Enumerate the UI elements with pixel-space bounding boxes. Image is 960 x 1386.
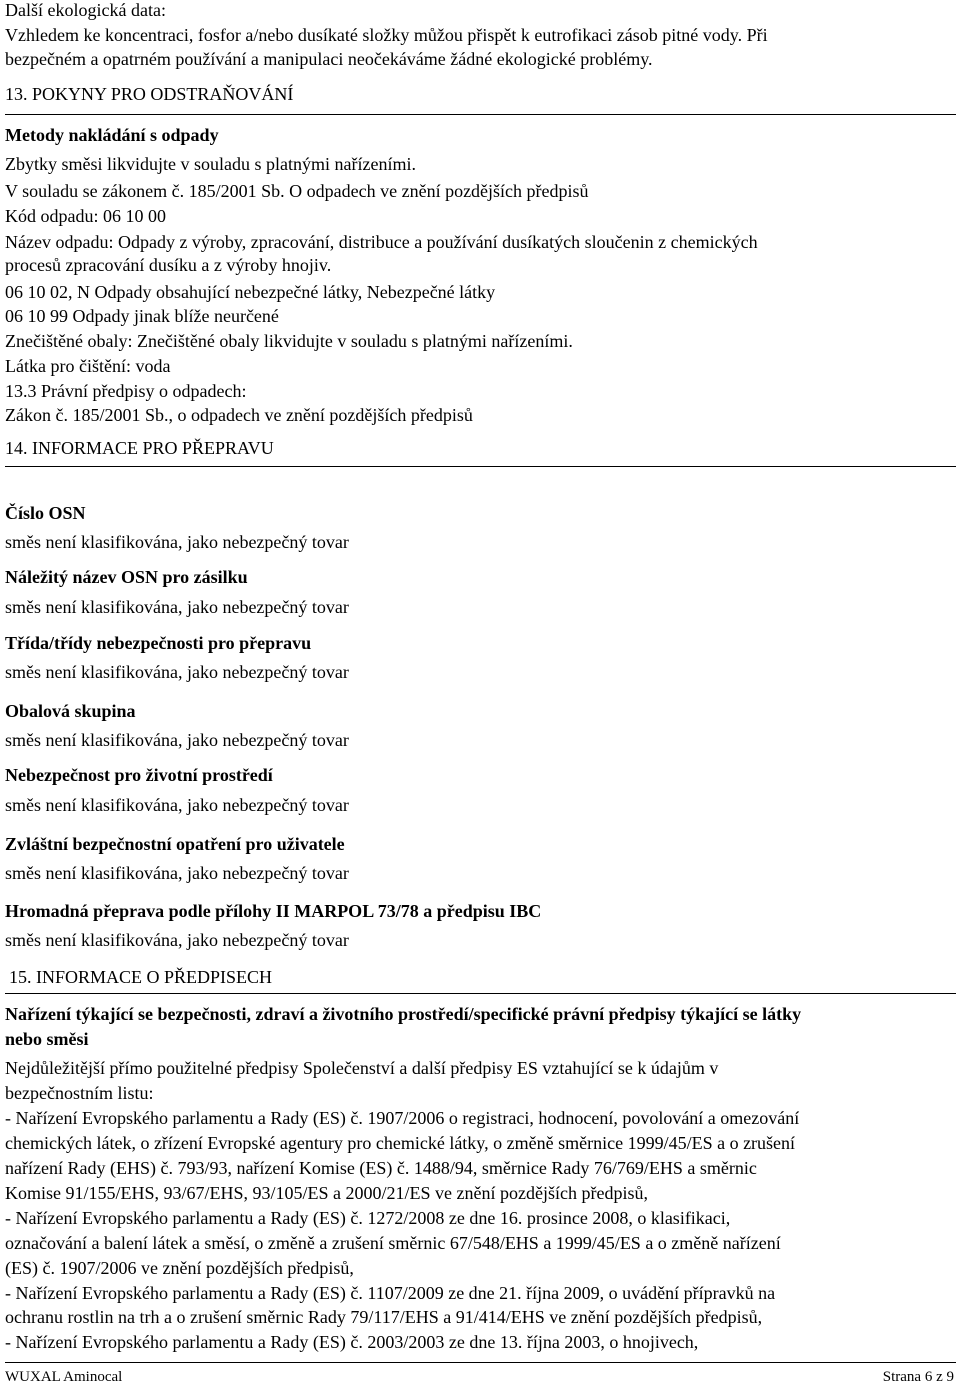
text-line: chemických látek, o zřízení Evropské agentury pro chemické látky, o změně směrnice 1999/45/ES a o zrušení xyxy=(5,1133,796,1153)
text-line: bezpečnostním listu: xyxy=(5,1083,154,1103)
section-rule xyxy=(5,993,956,994)
transport-value: směs není klasifikována, jako nebezpečný tovar xyxy=(5,597,349,617)
footer-rule xyxy=(5,1362,956,1363)
text-line: V souladu se zákonem č. 185/2001 Sb. O odpadech ve znění pozdějších předpisů xyxy=(5,181,589,201)
footer-page-number: Strana 6 z 9 xyxy=(882,1369,954,1385)
text-line: Zbytky směsi likvidujte v souladu s platnými nařízeními. xyxy=(5,154,416,174)
transport-value: směs není klasifikována, jako nebezpečný tovar xyxy=(5,532,349,552)
text-line: 06 10 02, N Odpady obsahující nebezpečné látky, Nebezpečné látky xyxy=(5,282,496,302)
transport-label: Hromadná přeprava podle přílohy II MARPOL 73/78 a předpisu IBC xyxy=(5,901,542,921)
text-line: Znečištěné obaly: Znečištěné obaly likvidujte v souladu s platnými nařízeními. xyxy=(5,331,573,351)
section-14-heading: 14. INFORMACE PRO PŘEPRAVU xyxy=(5,438,274,458)
eco-line: bezpečném a opatrném používání a manipulaci neočekáváme žádné ekologické problémy. xyxy=(5,49,653,69)
transport-label: Číslo OSN xyxy=(5,503,86,523)
section-rule xyxy=(5,466,956,467)
text-line: Látka pro čištění: voda xyxy=(5,356,171,376)
eco-line: Vzhledem ke koncentraci, fosfor a/nebo dusíkaté složky můžou přispět k eutrofikaci zásob pitné vody. Při xyxy=(5,25,768,45)
eco-title: Další ekologická data: xyxy=(5,0,166,20)
text-line: - Nařízení Evropského parlamentu a Rady (ES) č. 2003/2003 ze dne 13. října 2003, o hnojivech, xyxy=(5,1332,699,1352)
section-rule xyxy=(5,114,956,115)
text-line: - Nařízení Evropského parlamentu a Rady (ES) č. 1272/2008 ze dne 16. prosince 2008, o klasifikaci, xyxy=(5,1208,731,1228)
transport-value: směs není klasifikována, jako nebezpečný tovar xyxy=(5,662,349,682)
section-13-heading: 13. POKYNY PRO ODSTRAŇOVÁNÍ xyxy=(5,84,294,104)
text-line: Komise 91/155/EHS, 93/67/EHS, 93/105/ES a 2000/21/ES ve znění pozdějších předpisů, xyxy=(5,1183,648,1203)
text-line: 13.3 Právní předpisy o odpadech: xyxy=(5,381,247,401)
transport-label: Náležitý název OSN pro zásilku xyxy=(5,567,248,587)
transport-label: Obalová skupina xyxy=(5,701,136,721)
footer-product-name: WUXAL Aminocal xyxy=(5,1369,123,1385)
transport-label: Nebezpečnost pro životní prostředí xyxy=(5,765,273,785)
text-line: 06 10 99 Odpady jinak blíže neurčené xyxy=(5,306,279,326)
transport-label: Třída/třídy nebezpečnosti pro přepravu xyxy=(5,633,312,653)
section-15-subheading: nebo směsi xyxy=(5,1029,89,1049)
transport-label: Zvláštní bezpečnostní opatření pro uživatele xyxy=(5,834,345,854)
transport-value: směs není klasifikována, jako nebezpečný tovar xyxy=(5,863,349,883)
text-line: nařízení Rady (EHS) č. 793/93, nařízení Komise (ES) č. 1488/94, směrnice Rady 76/769/EHS a směrnic xyxy=(5,1158,757,1178)
text-line: - Nařízení Evropského parlamentu a Rady (ES) č. 1907/2006 o registraci, hodnocení, povolování a omezování xyxy=(5,1108,800,1128)
text-line: Název odpadu: Odpady z výroby, zpracování, distribuce a používání dusíkatých sloučenin z chemických xyxy=(5,232,758,252)
section-15-heading: 15. INFORMACE O PŘEDPISECH xyxy=(9,967,273,987)
text-line: Nejdůležitější přímo použitelné předpisy Společenství a další předpisy ES vztahující se k údajům v xyxy=(5,1058,719,1078)
text-line: procesů zpracování dusíku a z výroby hnojiv. xyxy=(5,255,332,275)
text-line: (ES) č. 1907/2006 ve znění pozdějších předpisů, xyxy=(5,1258,354,1278)
transport-value: směs není klasifikována, jako nebezpečný tovar xyxy=(5,730,349,750)
section-13-subheading: Metody nakládání s odpady xyxy=(5,125,219,145)
section-15-subheading: Nařízení týkající se bezpečnosti, zdraví a životního prostředí/specifické právní předpisy týkající se látky xyxy=(5,1004,802,1024)
text-line: Zákon č. 185/2001 Sb., o odpadech ve znění pozdějších předpisů xyxy=(5,405,473,425)
transport-value: směs není klasifikována, jako nebezpečný tovar xyxy=(5,795,349,815)
text-line: ochranu rostlin na trh a o zrušení směrnic Rady 79/117/EHS a 91/414/EHS ve znění pozdějších předpisů, xyxy=(5,1307,763,1327)
transport-value: směs není klasifikována, jako nebezpečný tovar xyxy=(5,930,349,950)
text-line: - Nařízení Evropského parlamentu a Rady (ES) č. 1107/2009 ze dne 21. října 2009, o uvádění přípravků na xyxy=(5,1283,776,1303)
text-line: Kód odpadu: 06 10 00 xyxy=(5,206,166,226)
text-line: označování a balení látek a směsí, o změně a zrušení směrnic 67/548/EHS a 1999/45/ES a o změně nařízení xyxy=(5,1233,781,1253)
